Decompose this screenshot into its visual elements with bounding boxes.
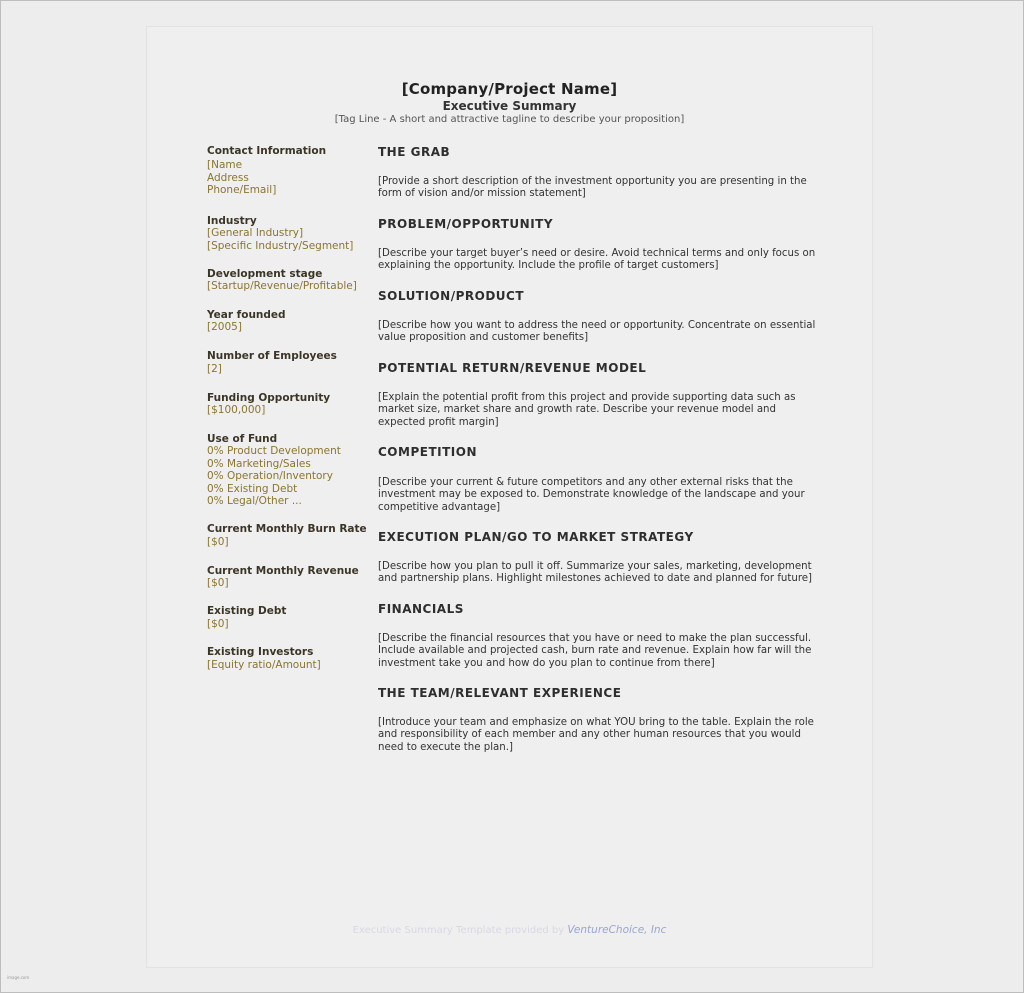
sidebar-label-dev-stage: Development stage bbox=[207, 268, 323, 280]
sidebar-label-year-founded: Year founded bbox=[207, 309, 286, 321]
sidebar-label-contact: Contact Information bbox=[207, 145, 327, 157]
sidebar-label-use-of-fund: Use of Fund bbox=[207, 433, 278, 445]
sidebar-label-burn-rate: Current Monthly Burn Rate bbox=[207, 523, 367, 535]
section-body-the-grab: [Provide a short description of the investment opportunity you are presenting in the form of vision and/or mission statement] bbox=[378, 176, 807, 200]
sidebar-value-existing-investors: [Equity ratio/Amount] bbox=[207, 659, 321, 671]
sidebar-value-monthly-revenue: [$0] bbox=[207, 577, 229, 589]
footer-brand-link[interactable]: VentureChoice, Inc bbox=[567, 924, 667, 936]
section-heading-problem: PROBLEM/OPPORTUNITY bbox=[378, 217, 554, 231]
sidebar-value-existing-debt: [$0] bbox=[207, 618, 229, 630]
section-body-financials: [Describe the financial resources that you have or need to make the plan successful. Include available and projected cash, burn rate and revenue. Explain how far will the investment take you and how do you plan to continue from there] bbox=[378, 633, 812, 669]
section-heading-team: THE TEAM/RELEVANT EXPERIENCE bbox=[378, 686, 622, 700]
sidebar-value-dev-stage: [Startup/Revenue/Profitable] bbox=[207, 280, 357, 292]
document-page bbox=[146, 26, 873, 968]
sidebar-value-year-founded: [2005] bbox=[207, 321, 242, 333]
section-heading-the-grab: THE GRAB bbox=[378, 145, 451, 159]
section-body-revenue-model: [Explain the potential profit from this project and provide supporting data such as market size, market share and growth rate. Describe your revenue model and expected profit margin] bbox=[378, 392, 796, 428]
sidebar-label-funding: Funding Opportunity bbox=[207, 392, 331, 404]
document-subtitle: Executive Summary bbox=[442, 99, 577, 113]
sidebar-label-existing-investors: Existing Investors bbox=[207, 646, 314, 658]
section-heading-execution-plan: EXECUTION PLAN/GO TO MARKET STRATEGY bbox=[378, 530, 694, 544]
sidebar-label-existing-debt: Existing Debt bbox=[207, 605, 287, 617]
section-body-solution: [Describe how you want to address the need or opportunity. Concentrate on essential value proposition and customer benefits] bbox=[378, 320, 816, 344]
sidebar-value-employees: [2] bbox=[207, 363, 222, 375]
corner-watermark: image.com bbox=[7, 975, 30, 980]
section-heading-competition: COMPETITION bbox=[378, 445, 477, 459]
sidebar-label-monthly-revenue: Current Monthly Revenue bbox=[207, 565, 359, 577]
sidebar-label-industry: Industry bbox=[207, 215, 257, 227]
sidebar-value-burn-rate: [$0] bbox=[207, 536, 229, 548]
company-name-title: [Company/Project Name] bbox=[401, 80, 618, 98]
sidebar-value-contact: [Name Address Phone/Email] bbox=[207, 159, 277, 196]
section-body-problem: [Describe your target buyer’s need or desire. Avoid technical terms and only focus on explaining the opportunity. Include the profile of target customers] bbox=[378, 248, 816, 272]
tagline: [Tag Line - A short and attractive tagline to describe your proposition] bbox=[334, 114, 685, 125]
section-body-team: [Introduce your team and emphasize on what YOU bring to the table. Explain the role and responsibility of each member and any other human resources that you would need to execute the plan.] bbox=[378, 717, 814, 753]
section-heading-revenue-model: POTENTIAL RETURN/REVENUE MODEL bbox=[378, 361, 647, 375]
footer-text: Executive Summary Template provided by bbox=[352, 925, 565, 936]
sidebar-value-funding: [$100,000] bbox=[207, 404, 266, 416]
section-body-competition: [Describe your current & future competitors and any other external risks that the investment may be exposed to. Demonstrate knowledge of the landscape and your competitive advantage] bbox=[378, 477, 805, 513]
section-heading-solution: SOLUTION/PRODUCT bbox=[378, 289, 525, 303]
sidebar-label-employees: Number of Employees bbox=[207, 350, 337, 362]
section-body-execution-plan: [Describe how you plan to pull it off. Summarize your sales, marketing, development and partnership plans. Highlight milestones achieved to date and planned for future] bbox=[378, 561, 813, 585]
sidebar-value-industry: [General Industry] [Specific Industry/Segment] bbox=[207, 227, 354, 252]
footer-credit bbox=[147, 924, 872, 936]
section-heading-financials: FINANCIALS bbox=[378, 602, 464, 616]
sidebar-value-use-of-fund: 0% Product Development 0% Marketing/Sales 0% Operation/Inventory 0% Existing Debt 0% Legal/Other ... bbox=[207, 445, 341, 507]
